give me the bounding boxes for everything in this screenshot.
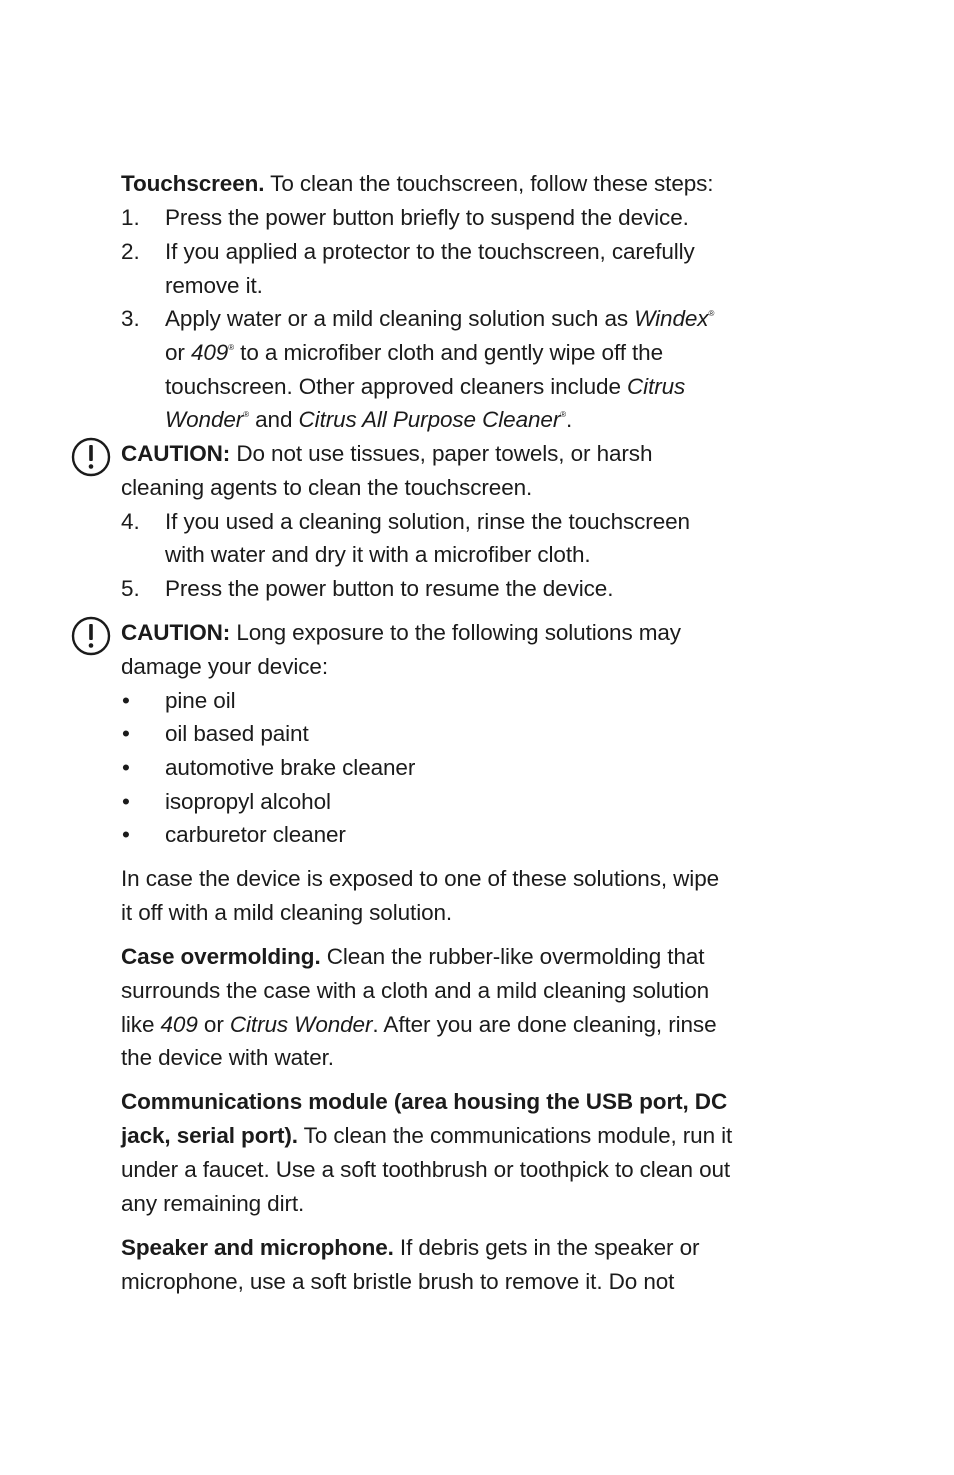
caution-exclamation-icon (71, 437, 111, 477)
caution-label: CAUTION: (121, 441, 231, 466)
exposure-paragraph: In case the device is exposed to one of these solutions, wipe (121, 866, 720, 891)
overmolding-paragraph: the device with water. (121, 1045, 334, 1070)
overmolding-paragraph: surrounds the case with a cloth and a mild cleaning solution (121, 978, 710, 1003)
step-text: remove it. (165, 273, 263, 298)
overmolding-paragraph: like 409 or Citrus Wonder. After you are done cleaning, rinse (121, 1012, 717, 1037)
speaker-heading: Speaker and microphone. (121, 1235, 394, 1260)
comms-heading: Communications module (area housing the USB port, DC (121, 1089, 728, 1114)
step-text: Press the power button to resume the device. (165, 576, 614, 601)
step-text: Press the power button briefly to suspend the device. (165, 205, 689, 230)
bullet: • (122, 688, 130, 713)
step-text: If you applied a protector to the touchscreen, carefully (165, 239, 695, 264)
caution-label: CAUTION: (121, 620, 231, 645)
exposure-paragraph: it off with a mild cleaning solution. (121, 900, 453, 925)
comms-paragraph: jack, serial port). To clean the communications module, run it (121, 1123, 733, 1148)
caution-text: CAUTION: Long exposure to the following solutions may (121, 620, 681, 645)
step-number: 4. (121, 509, 140, 534)
step-number: 5. (121, 576, 140, 601)
bullet: • (122, 721, 130, 746)
step-text: Wonder® and Citrus All Purpose Cleaner®. (165, 407, 573, 432)
step-text: with water and dry it with a microfiber cloth. (165, 542, 591, 567)
list-item: oil based paint (165, 721, 309, 746)
step-text: or 409® to a microfiber cloth and gently wipe off the (165, 340, 663, 365)
bullet: • (122, 789, 130, 814)
speaker-paragraph: microphone, use a soft bristle brush to remove it. Do not (121, 1269, 675, 1294)
list-item: automotive brake cleaner (165, 755, 416, 780)
bullet: • (122, 822, 130, 847)
caution-text: damage your device: (121, 654, 328, 679)
comms-paragraph: any remaining dirt. (121, 1191, 305, 1216)
step-number: 3. (121, 306, 140, 331)
step-text: Apply water or a mild cleaning solution such as Windex® (165, 306, 715, 331)
step-number: 1. (121, 205, 140, 230)
speaker-paragraph: Speaker and microphone. If debris gets in the speaker or (121, 1235, 700, 1260)
overmolding-heading: Case overmolding. (121, 944, 321, 969)
comms-heading: jack, serial port). (121, 1123, 298, 1148)
list-item: isopropyl alcohol (165, 789, 331, 814)
caution-text: cleaning agents to clean the touchscreen. (121, 475, 533, 500)
touchscreen-heading: Touchscreen. (121, 171, 265, 196)
bullet: • (122, 755, 130, 780)
step-number: 2. (121, 239, 140, 264)
caution-exclamation-icon (71, 616, 111, 656)
comms-paragraph: under a faucet. Use a soft toothbrush or toothpick to clean out (121, 1157, 731, 1182)
step-text: If you used a cleaning solution, rinse the touchscreen (165, 509, 690, 534)
comms-paragraph (121, 1085, 781, 1119)
caution-text: CAUTION: Do not use tissues, paper towels, or harsh (121, 441, 653, 466)
list-item: pine oil (165, 688, 236, 713)
list-item: carburetor cleaner (165, 822, 346, 847)
step-text: touchscreen. Other approved cleaners include Citrus (165, 374, 686, 399)
touchscreen-paragraph: Touchscreen. To clean the touchscreen, follow these steps: (121, 171, 714, 196)
overmolding-paragraph: Case overmolding. Clean the rubber-like overmolding that (121, 944, 705, 969)
